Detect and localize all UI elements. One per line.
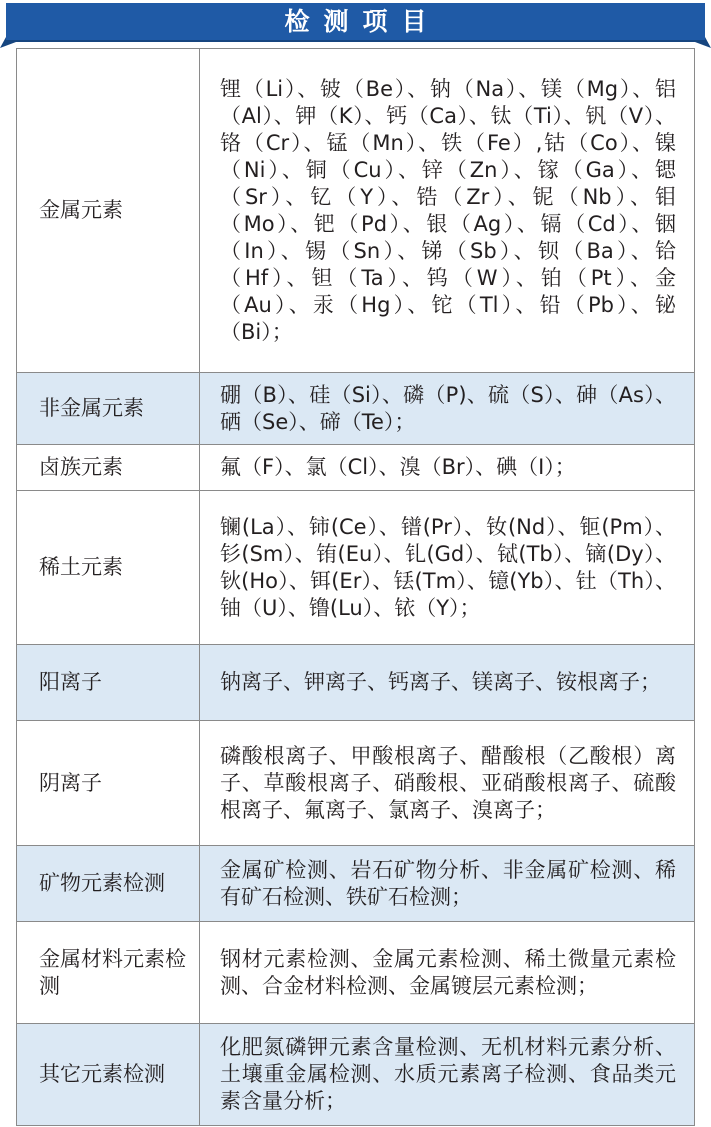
row-label: 阳离子 bbox=[17, 645, 200, 721]
table-row bbox=[17, 49, 695, 373]
header-banner bbox=[0, 0, 711, 48]
table-row bbox=[17, 721, 695, 846]
row-label: 卤族元素 bbox=[17, 445, 200, 491]
row-content: 磷酸根离子、甲酸根离子、醋酸根（乙酸根）离子、草酸根离子、硝酸根、亚硝酸根离子、硫酸根离子、氟离子、氯离子、溴离子； bbox=[200, 721, 695, 846]
row-label: 阴离子 bbox=[17, 721, 200, 846]
detection-items-table bbox=[16, 48, 695, 1126]
row-content: 钠离子、钾离子、钙离子、镁离子、铵根离子； bbox=[200, 645, 695, 721]
page-title: 检测项目 bbox=[284, 7, 441, 36]
row-content: 硼（B）、硅（Si）、磷（P)、硫（S）、砷（As）、硒（Se）、碲（Te）； bbox=[200, 373, 695, 445]
table-row bbox=[17, 1024, 695, 1126]
row-label: 非金属元素 bbox=[17, 373, 200, 445]
row-label: 矿物元素检测 bbox=[17, 846, 200, 922]
row-content: 金属矿检测、岩石矿物分析、非金属矿检测、稀有矿石检测、铁矿石检测； bbox=[200, 846, 695, 922]
row-label: 稀土元素 bbox=[17, 491, 200, 645]
row-content: 化肥氮磷钾元素含量检测、无机材料元素分析、土壤重金属检测、水质元素离子检测、食品类元素含量分析； bbox=[200, 1024, 695, 1126]
row-content: 锂（Li）、铍（Be）、钠（Na）、镁（Mg）、铝（Al）、钾（K）、钙（Ca）、钛（Ti）、钒（V）、铬（Cr）、锰（Mn）、铁（Fe）,钴（Co）、镍（Ni）、铜（Cu）、锌（Zn）、镓（Ga）、锶（Sr）、钇（Y）、锆（Zr）、铌（Nb）、钼（Mo）、钯（Pd）、银（Ag）、镉（Cd）、铟（In）、锡（Sn）、锑（Sb）、钡（Ba）、铪（Hf）、钽（Ta）、钨（W）、铂（Pt）、金（Au）、汞（Hg）、铊（Tl）、铅（Pb）、铋（Bi）； bbox=[200, 49, 695, 373]
table-row bbox=[17, 846, 695, 922]
detection-items-table-wrapper bbox=[16, 48, 695, 1126]
row-content: 镧(La）、铈(Ce）、镨(Pr）、钕(Nd）、钷(Pm）、钐(Sm）、铕(Eu）、钆(Gd）、铽(Tb）、镝(Dy）、钬(Ho）、铒(Er）、铥(Tm）、镱(Yb）、钍（Th）、铀（U）、镥(Lu）、铱（Y）； bbox=[200, 491, 695, 645]
table-row bbox=[17, 922, 695, 1024]
row-label: 金属元素 bbox=[17, 49, 200, 373]
row-label: 其它元素检测 bbox=[17, 1024, 200, 1126]
row-content: 钢材元素检测、金属元素检测、稀土微量元素检测、合金材料检测、金属镀层元素检测； bbox=[200, 922, 695, 1024]
table-row bbox=[17, 445, 695, 491]
row-label: 金属材料元素检测 bbox=[17, 922, 200, 1024]
table-row bbox=[17, 491, 695, 645]
table-row bbox=[17, 645, 695, 721]
table-row bbox=[17, 373, 695, 445]
row-content: 氟（F）、氯（Cl）、溴（Br）、碘（I）； bbox=[200, 445, 695, 491]
